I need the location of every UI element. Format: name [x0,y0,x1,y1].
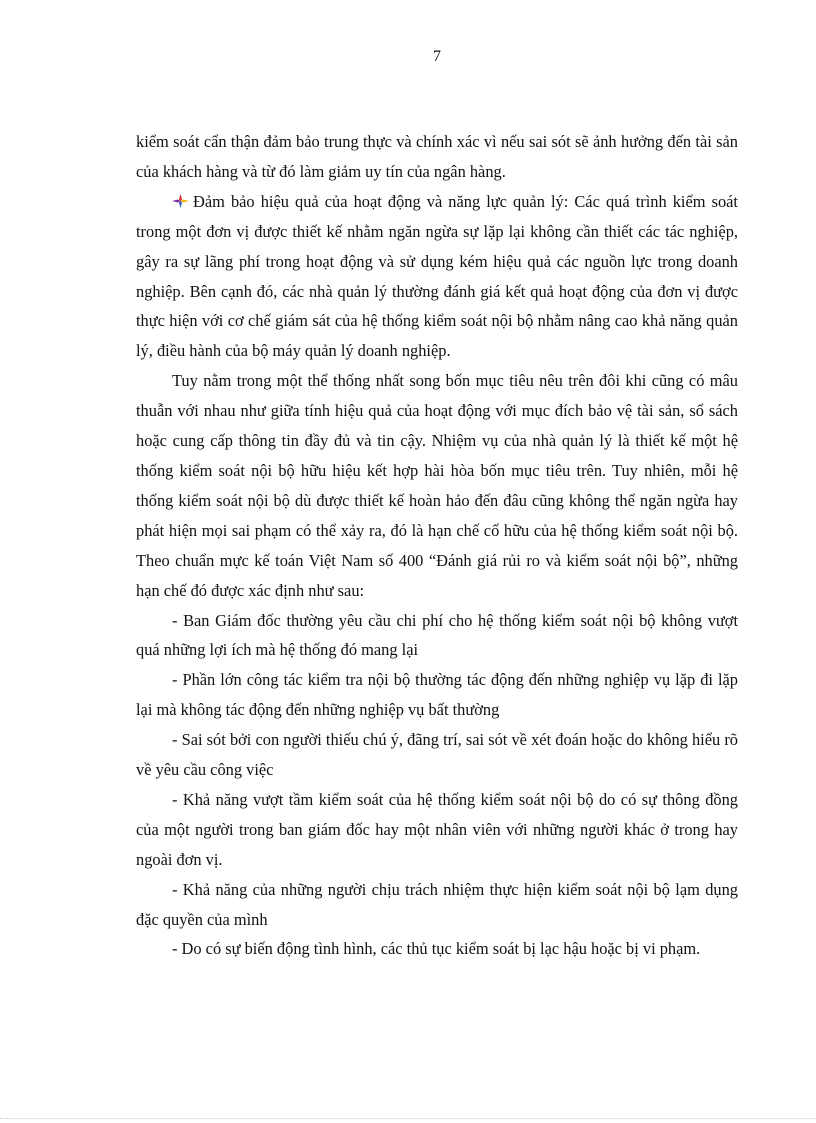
paragraph-continuation: kiểm soát cẩn thận đảm bảo trung thực và chính xác vì nếu sai sót sẽ ảnh hưởng đến tài sản của khách hàng và từ đó làm giảm uy tín của ngân hàng. [136,132,738,181]
list-item-limitation: - Do có sự biến động tình hình, các thủ tục kiểm soát bị lạc hậu hoặc bị vi phạm. [172,939,701,959]
page-bottom-divider [0,1118,816,1119]
list-item-limitation: - Khả năng vượt tầm kiểm soát của hệ thống kiểm soát nội bộ do có sự thông đồng của một người trong ban giám đốc hay một nhân viên với những người khác ở trong hay ngoài đơn vị. [136,789,738,869]
page-number: 7 [433,48,441,65]
paragraph-bullet-efficiency [136,187,738,366]
paragraph-limitations-intro: Tuy nằm trong một thể thống nhất song bốn mục tiêu nêu trên đôi khi cũng có mâu thuẫn với nhau như giữa tính hiệu quả của hoạt động với mục đích bảo vệ tài sản, sổ sách hoặc cung cấp thông tin đầy đủ và tin cậy. Nhiệm vụ của nhà quản lý là thiết kế một hệ thống kiểm soát nội bộ hữu hiệu kết hợp hài hòa bốn mục tiêu trên. Tuy nhiên, mỗi hệ thống kiểm soát nội bộ dù được thiết kế hoàn hảo đến đâu cũng không thể ngăn ngừa hay phát hiện mọi sai phạm có thể xảy ra, đó là hạn chế cố hữu của hệ thống kiểm soát nội bộ. Theo chuẩn mực kế toán Việt Nam số 400 “Đánh giá rủi ro và kiểm soát nội bộ”, những hạn chế đó được xác định như sau: [136,371,738,600]
four-point-star-bullet-icon [172,194,189,208]
list-item-limitation: - Khả năng của những người chịu trách nhiệm thực hiện kiểm soát nội bộ lạm dụng đặc quyền của mình [136,879,738,929]
list-item-limitation: - Phần lớn công tác kiểm tra nội bộ thường tác động đến những nghiệp vụ lặp đi lặp lại mà không tác động đến những nghiệp vụ bất thường [136,670,738,720]
list-item-limitation: - Sai sót bởi con người thiếu chú ý, đãng trí, sai sót về xét đoán hoặc do không hiểu rõ về yêu cầu công việc [136,730,738,780]
document-body [136,127,738,964]
paragraph-bullet-text: Đảm bảo hiệu quả của hoạt động và năng lực quản lý: Các quá trình kiểm soát trong một đơn vị được thiết kế nhằm ngăn ngừa sự lặp lại không cần thiết các tác nghiệp, gây ra sự lãng phí trong hoạt động và sử dụng kém hiệu quả các nguồn lực trong doanh nghiệp. Bên cạnh đó, các nhà quản lý thường đánh giá kết quả hoạt động của đơn vị được thực hiện với cơ chế giám sát của hệ thống kiểm soát nội bộ nhằm nâng cao khả năng quản lý, điều hành của bộ máy quản lý doanh nghiệp. [136,191,738,361]
list-item-limitation: - Ban Giám đốc thường yêu cầu chi phí cho hệ thống kiểm soát nội bộ không vượt quá những lợi ích mà hệ thống đó mang lại [136,610,738,660]
